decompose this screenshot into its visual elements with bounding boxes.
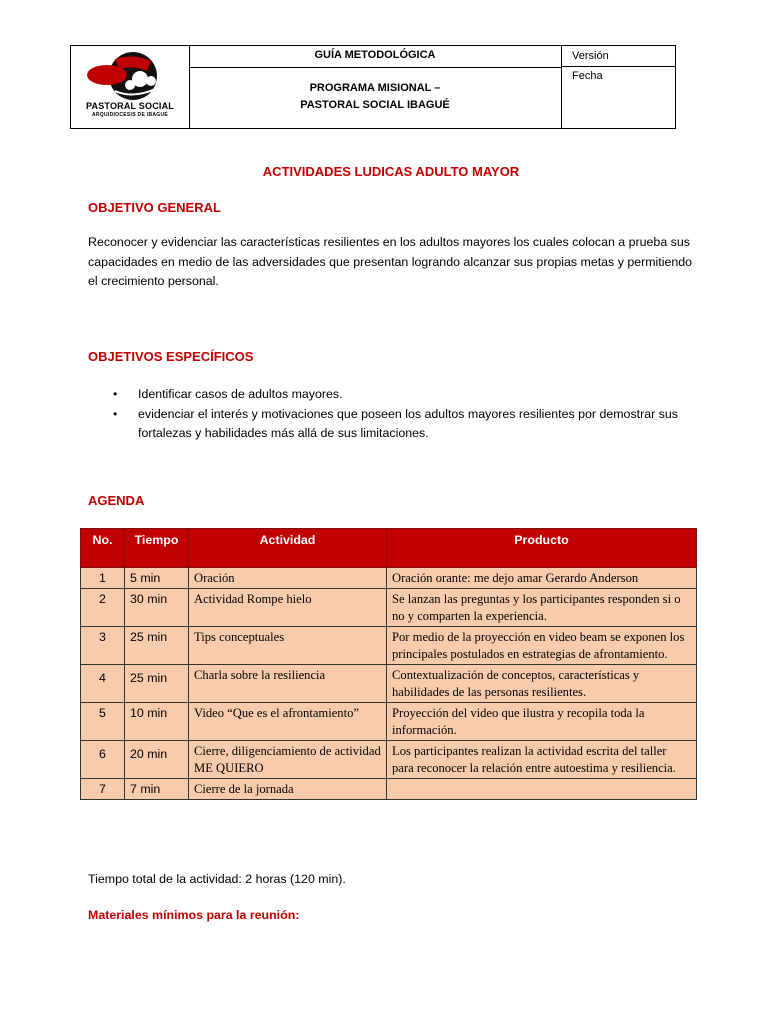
list-item xyxy=(110,405,710,444)
cell-actividad: Cierre de la jornada xyxy=(189,779,387,800)
col-header-no: No. xyxy=(81,529,125,568)
cell-no: 3 xyxy=(81,627,125,665)
agenda-table xyxy=(80,528,697,800)
version-label: Versión xyxy=(561,46,675,67)
table-row xyxy=(81,627,697,665)
table-header-row xyxy=(81,529,697,568)
cell-no: 5 xyxy=(81,703,125,741)
cell-producto: Proyección del video que ilustra y recopila toda la información. xyxy=(387,703,697,741)
date-label: Fecha xyxy=(572,70,603,82)
cell-tiempo: 25 min xyxy=(125,627,189,665)
objetivos-list xyxy=(110,385,710,444)
logo-cell xyxy=(71,46,190,128)
cell-tiempo: 25 min xyxy=(125,665,189,703)
program-line-2: PASTORAL SOCIAL IBAGUÉ xyxy=(300,99,450,111)
doc-type: GUÍA METODOLÓGICA xyxy=(189,46,561,68)
logo-subtitle: ARQUIDIOCESIS DE IBAGUÉ xyxy=(91,112,169,118)
cell-tiempo: 10 min xyxy=(125,703,189,741)
table-row xyxy=(81,568,697,589)
cell-producto: Los participantes realizan la actividad escrita del taller para reconocer la relación entre autoestima y resiliencia. xyxy=(387,741,697,779)
cell-tiempo: 30 min xyxy=(125,589,189,627)
logo-name: PASTORAL SOCIAL xyxy=(85,101,174,111)
cell-actividad: Charla sobre la resiliencia xyxy=(189,665,387,703)
cell-no: 1 xyxy=(81,568,125,589)
col-header-actividad: Actividad xyxy=(189,529,387,568)
materials-heading: Materiales mínimos para la reunión: xyxy=(88,908,300,922)
cell-producto: Contextualización de conceptos, características y habilidades de las personas resilientes. xyxy=(387,665,697,703)
program-line-1: PROGRAMA MISIONAL – xyxy=(309,82,441,94)
cell-actividad: Oración xyxy=(189,568,387,589)
objetivos-especificos-heading: OBJETIVOS ESPECÍFICOS xyxy=(88,349,254,364)
program-name xyxy=(189,68,561,114)
table-row xyxy=(81,703,697,741)
document-header xyxy=(70,45,676,129)
total-time: Tiempo total de la actividad: 2 horas (120 min). xyxy=(88,872,346,886)
cell-tiempo: 5 min xyxy=(125,568,189,589)
meta-cell xyxy=(561,46,675,128)
list-item xyxy=(110,385,710,405)
objetivo-general-heading: OBJETIVO GENERAL xyxy=(88,200,221,215)
objetivo-general-text: Reconocer y evidenciar las características resilientes en los adultos mayores los cuales colocan a prueba sus capacidades en medio de las adversidades que presentan logrando alcanzar sus propias metas y permitiendo el crecimiento personal. xyxy=(88,235,693,288)
cell-actividad: Cierre, diligenciamiento de actividad ME QUIERO xyxy=(189,741,387,779)
cell-no: 6 xyxy=(81,741,125,779)
pastoral-social-logo-icon xyxy=(85,51,175,101)
cell-producto: Oración orante: me dejo amar Gerardo Anderson xyxy=(387,568,697,589)
bullet-icon: • xyxy=(113,406,118,421)
document-title: ACTIVIDADES LUDICAS ADULTO MAYOR xyxy=(262,164,520,179)
table-row xyxy=(81,665,697,703)
cell-producto: Por medio de la proyección en video beam se exponen los principales postulados en estrategias de afrontamiento. xyxy=(387,627,697,665)
cell-no: 4 xyxy=(81,665,125,703)
table-row xyxy=(81,589,697,627)
bullet-icon: • xyxy=(113,387,118,401)
objetivo-item-2: evidenciar el interés y motivaciones que poseen los adultos mayores resilientes por demostrar sus fortalezas y habilidades más allá de sus limitaciones. xyxy=(138,406,678,440)
cell-actividad: Actividad Rompe hielo xyxy=(189,589,387,627)
program-cell xyxy=(189,46,562,128)
cell-no: 2 xyxy=(81,589,125,627)
cell-actividad: Video “Que es el afrontamiento” xyxy=(189,703,387,741)
cell-tiempo: 7 min xyxy=(125,779,189,800)
cell-tiempo: 20 min xyxy=(125,741,189,779)
agenda-heading: AGENDA xyxy=(88,493,145,508)
table-row xyxy=(81,741,697,779)
cell-producto xyxy=(387,779,697,800)
col-header-producto: Producto xyxy=(387,529,697,568)
cell-no: 7 xyxy=(81,779,125,800)
objetivo-item-1: Identificar casos de adultos mayores. xyxy=(138,387,343,401)
cell-producto: Se lanzan las preguntas y los participantes responden si o no y comparten la experiencia. xyxy=(387,589,697,627)
cell-actividad: Tips conceptuales xyxy=(189,627,387,665)
col-header-tiempo: Tiempo xyxy=(125,529,189,568)
table-row xyxy=(81,779,697,800)
